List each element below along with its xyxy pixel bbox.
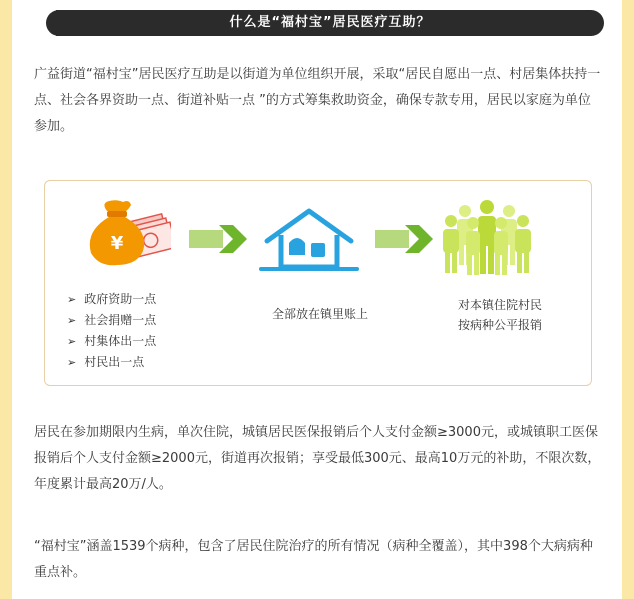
people-group-icon xyxy=(439,197,535,279)
coverage-paragraph: “福村宝”涵盖1539个病种，包含了居民住院治疗的所有情况（病种全覆盖），其中398个大病病种重点补。 xyxy=(34,539,593,580)
svg-text:¥: ¥ xyxy=(110,233,124,254)
conditions-paragraph: 居民在参加期限内生病，单次住院，城镇居民医保报销后个人支付金额≥3000元，或城镇职工医保报销后个人支付金额≥2000元，街道再次报销；享受最低300元、最高10万元的补助，不限次数，年度累计最高20万/人。 xyxy=(34,425,601,492)
funding-diagram xyxy=(44,180,592,386)
list-item: ➢ 村民出一点 xyxy=(67,352,156,373)
intro-paragraph: 广益街道“福村宝”居民医疗互助是以街道为单位组织开展，采取“居民自愿出一点、村居集体扶持一点、社会各界资助一点、街道补贴一点 ”的方式筹集救助资金，确保专款专用，居民以家庭为单位参加。 xyxy=(34,67,601,134)
reimbursement-label xyxy=(430,295,570,335)
content-card xyxy=(12,0,622,599)
reimbursement-line-2: 按病种公平报销 xyxy=(457,318,542,332)
arrow-right-icon xyxy=(375,225,437,253)
funding-source-list xyxy=(67,289,156,373)
list-item: ➢ 政府资助一点 xyxy=(67,289,156,310)
arrow-right-icon xyxy=(189,225,251,253)
list-item: ➢ 社会捐赠一点 xyxy=(67,310,156,331)
reimbursement-line-1: 对本镇住院村民 xyxy=(457,298,542,312)
money-bag-icon xyxy=(79,199,171,275)
fund-pool-label: 全部放在镇里账上 xyxy=(271,307,368,321)
list-item: ➢ 村集体出一点 xyxy=(67,331,156,352)
section-banner-title: 什么是“福村宝”居民医疗互助？ xyxy=(56,10,604,36)
house-icon xyxy=(259,205,359,273)
